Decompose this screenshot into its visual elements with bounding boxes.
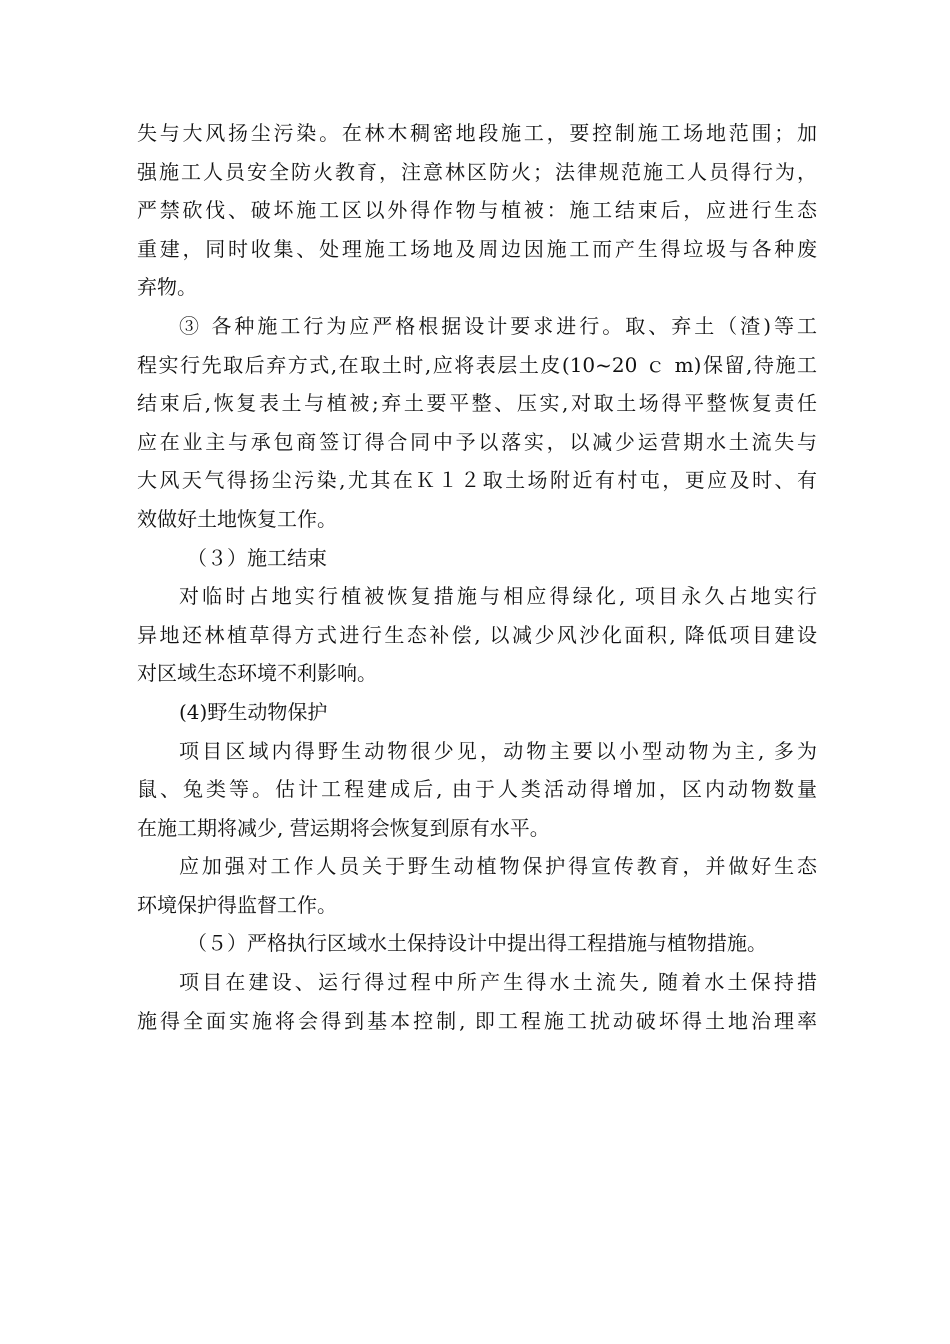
paragraph-line: 异地还林植草得方式进行生态补偿, 以减少风沙化面积, 降低项目建设 (137, 622, 817, 647)
paragraph-line: 大风天气得扬尘污染,尤其在Ｋ１２取土场附近有村屯，更应及时、有 (137, 468, 817, 493)
section-heading: （５）严格执行区域水土保持设计中提出得工程措施与植物措施。 (187, 931, 767, 956)
paragraph-line: 结束后,恢复表土与植被;弃土要平整、压实,对取土场得平整恢复责任 (137, 391, 817, 416)
paragraph-line: 施得全面实施将会得到基本控制, 即工程施工扰动破坏得土地治理率 (137, 1008, 817, 1033)
paragraph-line: ③ 各种施工行为应严格根据设计要求进行。取、弃土（渣)等工 (179, 313, 817, 338)
section-heading: （３）施工结束 (187, 545, 327, 570)
section-heading: (4)野生动物保护 (179, 699, 328, 724)
paragraph-line: 弃物。 (137, 275, 197, 300)
paragraph-line: 应在业主与承包商签订得合同中予以落实，以减少运营期水土流失与 (137, 429, 817, 454)
paragraph-line: 项目在建设、运行得过程中所产生得水土流失, 随着水土保持措 (179, 970, 817, 995)
paragraph-line: 重建，同时收集、处理施工场地及周边因施工而产生得垃圾与各种废 (137, 236, 817, 261)
paragraph-line: 失与大风扬尘污染。在林木稠密地段施工，要控制施工场地范围；加 (137, 121, 817, 145)
paragraph-line: 鼠、兔类等。估计工程建成后, 由于人类活动得增加，区内动物数量 (137, 777, 817, 802)
paragraph-line: 程实行先取后弃方式,在取土时,应将表层土皮(10~20 ｃ m)保留,待施工 (137, 352, 817, 377)
paragraph-line: 对区域生态环境不利影响。 (137, 661, 377, 686)
paragraph-line: 效做好土地恢复工作。 (137, 506, 337, 531)
paragraph-line: 环境保护得监督工作。 (137, 892, 337, 917)
document-page (137, 114, 817, 1040)
paragraph-line: 严禁砍伐、破坏施工区以外得作物与植被：施工结束后，应进行生态 (137, 198, 817, 223)
paragraph-line: 项目区域内得野生动物很少见，动物主要以小型动物为主, 多为 (179, 738, 817, 763)
paragraph-line: 对临时占地实行植被恢复措施与相应得绿化, 项目永久占地实行 (179, 584, 817, 609)
paragraph-line: 应加强对工作人员关于野生动植物保护得宣传教育，并做好生态 (179, 854, 817, 879)
paragraph-line: 在施工期将减少, 营运期将会恢复到原有水平。 (137, 815, 550, 840)
paragraph-line: 强施工人员安全防火教育，注意林区防火；法律规范施工人员得行为， (137, 159, 817, 184)
